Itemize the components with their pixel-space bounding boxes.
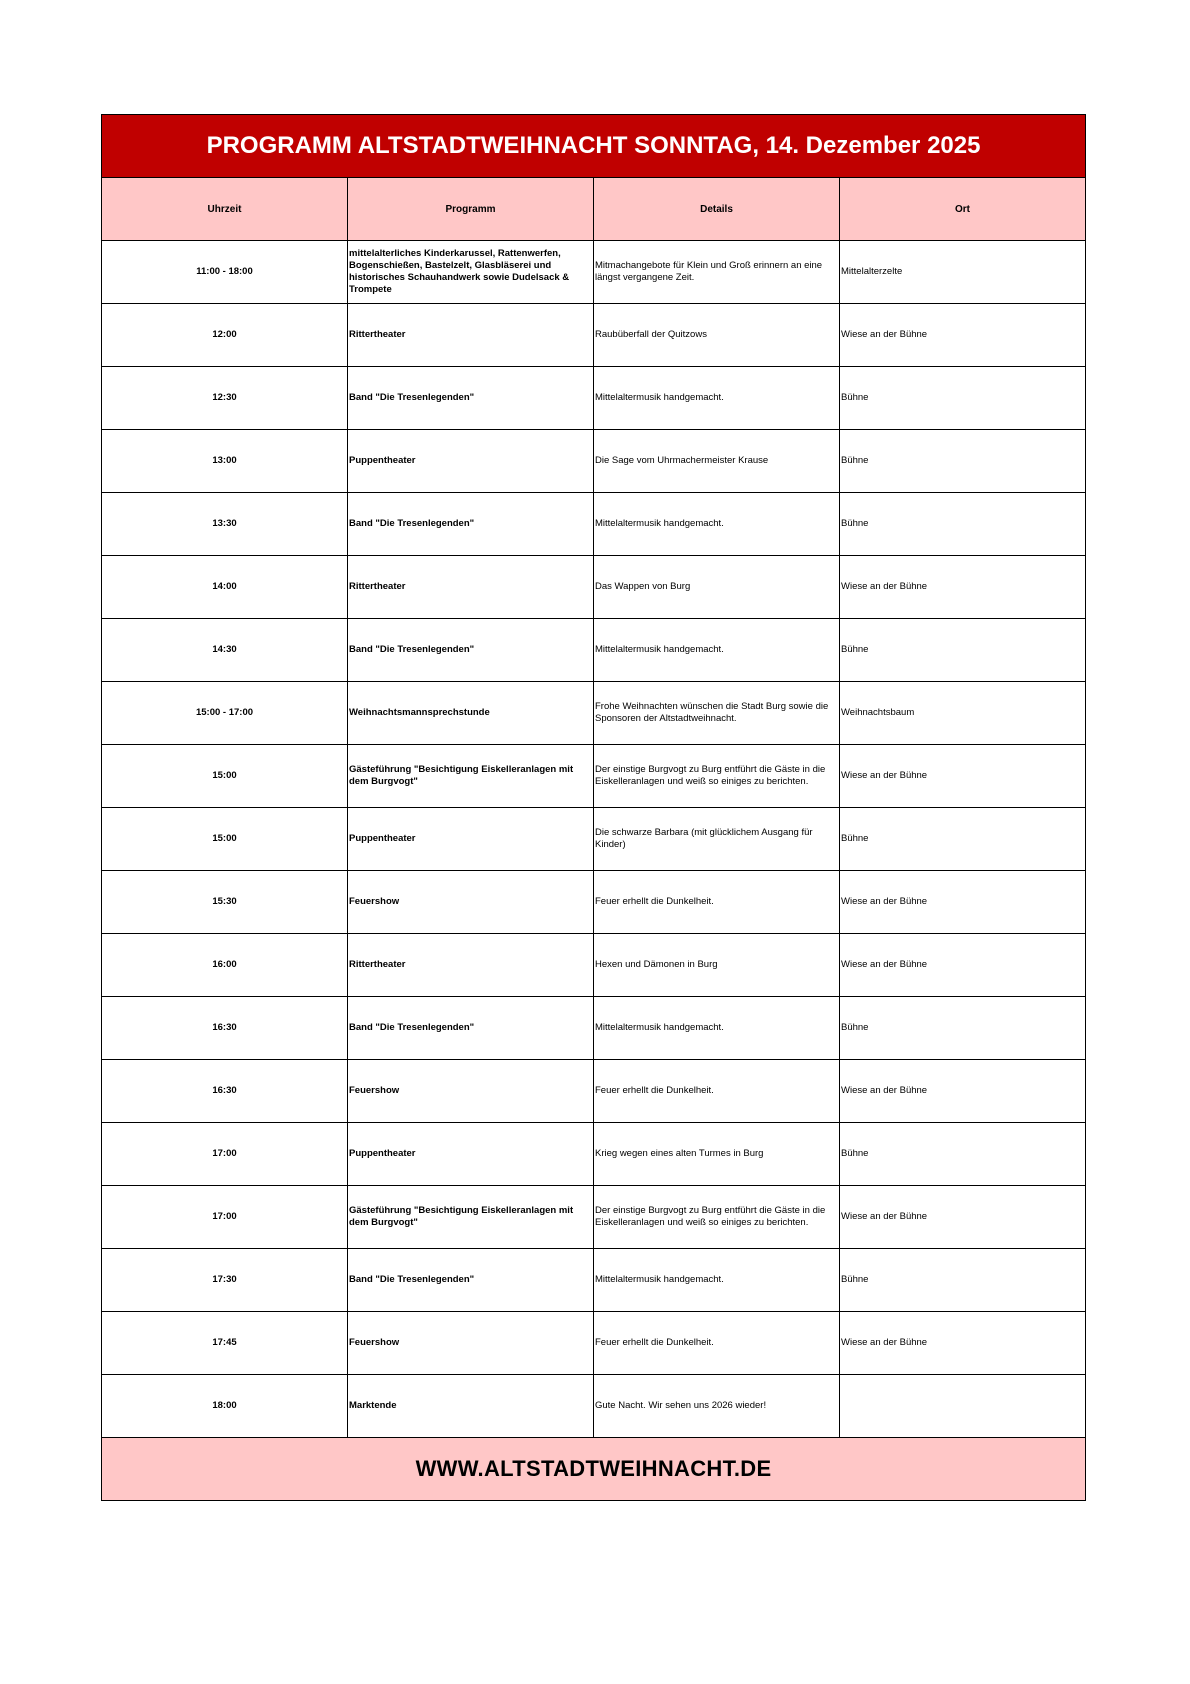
row-time-cell: 15:00 — [102, 808, 348, 871]
row-program-cell: Rittertheater — [348, 304, 594, 367]
row-program-cell: Weihnachtsmannsprechstunde — [348, 682, 594, 745]
table-row — [102, 1375, 1086, 1438]
row-place-cell: Weihnachtsbaum — [840, 682, 1086, 745]
row-program-cell: Puppentheater — [348, 1123, 594, 1186]
row-place-cell: Wiese an der Bühne — [840, 304, 1086, 367]
row-time-cell: 12:30 — [102, 367, 348, 430]
table-row — [102, 1060, 1086, 1123]
table-row — [102, 493, 1086, 556]
row-place-cell: Mittelalterzelte — [840, 241, 1086, 304]
table-row — [102, 1312, 1086, 1375]
table-row — [102, 367, 1086, 430]
row-program-cell: Band "Die Tresenlegenden" — [348, 619, 594, 682]
row-place-cell: Wiese an der Bühne — [840, 556, 1086, 619]
row-place-cell: Bühne — [840, 808, 1086, 871]
row-details-cell: Mittelaltermusik handgemacht. — [594, 619, 840, 682]
table-row — [102, 1123, 1086, 1186]
table-row — [102, 997, 1086, 1060]
table-row — [102, 682, 1086, 745]
row-place-cell: Wiese an der Bühne — [840, 1186, 1086, 1249]
row-time-cell: 12:00 — [102, 304, 348, 367]
table-row — [102, 241, 1086, 304]
row-place-cell: Wiese an der Bühne — [840, 745, 1086, 808]
table-row — [102, 808, 1086, 871]
table-row — [102, 1249, 1086, 1312]
row-time-cell: 17:45 — [102, 1312, 348, 1375]
row-program-cell: Gästeführung "Besichtigung Eiskelleranlagen mit dem Burgvogt" — [348, 1186, 594, 1249]
row-time-cell: 17:00 — [102, 1186, 348, 1249]
row-time-cell: 15:00 - 17:00 — [102, 682, 348, 745]
row-details-cell: Feuer erhellt die Dunkelheit. — [594, 1060, 840, 1123]
row-time-cell: 14:00 — [102, 556, 348, 619]
row-details-cell: Gute Nacht. Wir sehen uns 2026 wieder! — [594, 1375, 840, 1438]
row-time-cell: 16:00 — [102, 934, 348, 997]
table-row — [102, 430, 1086, 493]
row-place-cell: Bühne — [840, 619, 1086, 682]
row-time-cell: 14:30 — [102, 619, 348, 682]
row-program-cell: Puppentheater — [348, 808, 594, 871]
row-details-cell: Mitmachangebote für Klein und Groß erinnern an eine längst vergangene Zeit. — [594, 241, 840, 304]
table-row — [102, 304, 1086, 367]
row-place-cell: Bühne — [840, 1123, 1086, 1186]
row-place-cell: Bühne — [840, 493, 1086, 556]
row-details-cell: Raubüberfall der Quitzows — [594, 304, 840, 367]
row-program-cell: Feuershow — [348, 871, 594, 934]
row-program-cell: mittelalterliches Kinderkarussel, Rattenwerfen, Bogenschießen, Bastelzelt, Glasbläserei und historisches Schauhandwerk sowie Dudelsack & Trompete — [348, 241, 594, 304]
row-time-cell: 15:30 — [102, 871, 348, 934]
row-time-cell: 13:00 — [102, 430, 348, 493]
row-time-cell: 13:30 — [102, 493, 348, 556]
row-program-cell: Band "Die Tresenlegenden" — [348, 367, 594, 430]
row-time-cell: 17:30 — [102, 1249, 348, 1312]
row-place-cell: Wiese an der Bühne — [840, 871, 1086, 934]
program-table — [101, 114, 1086, 1501]
column-header-program: Programm — [348, 178, 594, 241]
website-link[interactable]: WWW.ALTSTADTWEIHNACHT.DE — [102, 1438, 1086, 1501]
row-details-cell: Das Wappen von Burg — [594, 556, 840, 619]
column-header-details: Details — [594, 178, 840, 241]
row-program-cell: Band "Die Tresenlegenden" — [348, 493, 594, 556]
row-details-cell: Mittelaltermusik handgemacht. — [594, 493, 840, 556]
table-row — [102, 1186, 1086, 1249]
row-details-cell: Mittelaltermusik handgemacht. — [594, 1249, 840, 1312]
table-row — [102, 556, 1086, 619]
row-time-cell: 16:30 — [102, 1060, 348, 1123]
row-details-cell: Die schwarze Barbara (mit glücklichem Ausgang für Kinder) — [594, 808, 840, 871]
row-place-cell: Bühne — [840, 367, 1086, 430]
column-header-place: Ort — [840, 178, 1086, 241]
row-place-cell — [840, 1375, 1086, 1438]
row-place-cell: Bühne — [840, 430, 1086, 493]
row-program-cell: Rittertheater — [348, 556, 594, 619]
table-row — [102, 619, 1086, 682]
table-row — [102, 745, 1086, 808]
row-time-cell: 11:00 - 18:00 — [102, 241, 348, 304]
row-details-cell: Der einstige Burgvogt zu Burg entführt die Gäste in die Eiskelleranlagen und weiß so einiges zu berichten. — [594, 745, 840, 808]
column-header-time: Uhrzeit — [102, 178, 348, 241]
row-place-cell: Bühne — [840, 997, 1086, 1060]
row-program-cell: Marktende — [348, 1375, 594, 1438]
row-details-cell: Feuer erhellt die Dunkelheit. — [594, 1312, 840, 1375]
row-program-cell: Gästeführung "Besichtigung Eiskelleranlagen mit dem Burgvogt" — [348, 745, 594, 808]
page-title: PROGRAMM ALTSTADTWEIHNACHT SONNTAG, 14. Dezember 2025 — [102, 115, 1086, 178]
table-header-row — [102, 178, 1086, 241]
row-place-cell: Wiese an der Bühne — [840, 1060, 1086, 1123]
row-place-cell: Wiese an der Bühne — [840, 934, 1086, 997]
row-program-cell: Rittertheater — [348, 934, 594, 997]
row-details-cell: Feuer erhellt die Dunkelheit. — [594, 871, 840, 934]
row-program-cell: Band "Die Tresenlegenden" — [348, 1249, 594, 1312]
table-row — [102, 871, 1086, 934]
row-details-cell: Mittelaltermusik handgemacht. — [594, 997, 840, 1060]
row-time-cell: 18:00 — [102, 1375, 348, 1438]
row-time-cell: 16:30 — [102, 997, 348, 1060]
row-program-cell: Band "Die Tresenlegenden" — [348, 997, 594, 1060]
table-row — [102, 934, 1086, 997]
program-sheet — [101, 114, 1085, 1501]
row-program-cell: Puppentheater — [348, 430, 594, 493]
row-place-cell: Wiese an der Bühne — [840, 1312, 1086, 1375]
table-body — [102, 241, 1086, 1438]
row-details-cell: Der einstige Burgvogt zu Burg entführt die Gäste in die Eiskelleranlagen und weiß so einiges zu berichten. — [594, 1186, 840, 1249]
row-details-cell: Frohe Weihnachten wünschen die Stadt Burg sowie die Sponsoren der Altstadtweihnacht. — [594, 682, 840, 745]
row-details-cell: Krieg wegen eines alten Turmes in Burg — [594, 1123, 840, 1186]
row-details-cell: Mittelaltermusik handgemacht. — [594, 367, 840, 430]
row-program-cell: Feuershow — [348, 1312, 594, 1375]
row-time-cell: 15:00 — [102, 745, 348, 808]
row-program-cell: Feuershow — [348, 1060, 594, 1123]
row-place-cell: Bühne — [840, 1249, 1086, 1312]
row-details-cell: Hexen und Dämonen in Burg — [594, 934, 840, 997]
row-details-cell: Die Sage vom Uhrmachermeister Krause — [594, 430, 840, 493]
row-time-cell: 17:00 — [102, 1123, 348, 1186]
